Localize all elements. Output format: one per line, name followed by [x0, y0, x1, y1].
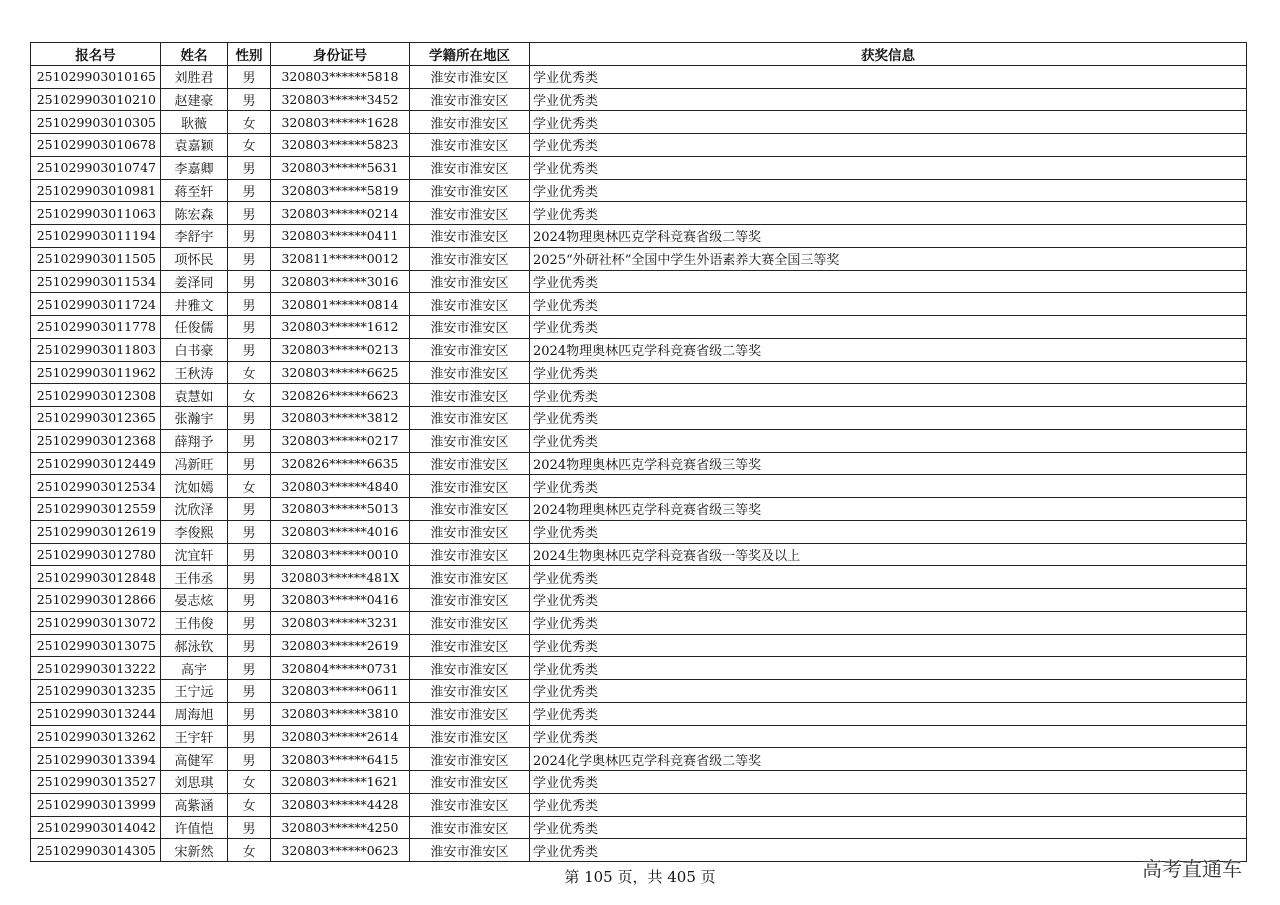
award-cell: 学业优秀类 [530, 293, 1247, 316]
registration-no-cell: 251029903012534 [31, 475, 161, 498]
name-cell: 任俊儒 [161, 316, 228, 339]
registration-no-cell: 251029903012619 [31, 520, 161, 543]
name-cell: 赵建豪 [161, 88, 228, 111]
gender-cell: 男 [228, 520, 271, 543]
table-row [31, 88, 1247, 111]
table-row [31, 247, 1247, 270]
region-cell: 淮安市淮安区 [410, 270, 530, 293]
id-number-cell: 320811******0012 [271, 247, 410, 270]
table-row [31, 384, 1247, 407]
award-cell: 学业优秀类 [530, 134, 1247, 157]
table-row [31, 156, 1247, 179]
table-row [31, 748, 1247, 771]
region-cell: 淮安市淮安区 [410, 361, 530, 384]
id-number-cell: 320803******481X [271, 566, 410, 589]
registration-no-cell: 251029903010210 [31, 88, 161, 111]
region-cell: 淮安市淮安区 [410, 589, 530, 612]
award-cell: 学业优秀类 [530, 270, 1247, 293]
id-number-cell: 320803******0611 [271, 680, 410, 703]
watermark: 高考直通车 [1142, 857, 1242, 881]
award-cell: 学业优秀类 [530, 475, 1247, 498]
id-number-cell: 320804******0731 [271, 657, 410, 680]
id-number-cell: 320803******5823 [271, 134, 410, 157]
name-cell: 刘思琪 [161, 771, 228, 794]
id-number-cell: 320803******3231 [271, 611, 410, 634]
results-table-container [30, 42, 1247, 862]
gender-cell: 男 [228, 293, 271, 316]
region-cell: 淮安市淮安区 [410, 566, 530, 589]
table-row [31, 566, 1247, 589]
award-cell: 学业优秀类 [530, 657, 1247, 680]
id-number-cell: 320803******6625 [271, 361, 410, 384]
award-cell: 学业优秀类 [530, 680, 1247, 703]
gender-cell: 男 [228, 498, 271, 521]
registration-no-cell: 251029903011534 [31, 270, 161, 293]
registration-no-cell: 251029903010981 [31, 179, 161, 202]
registration-no-cell: 251029903014305 [31, 839, 161, 862]
header-region: 学籍所在地区 [410, 43, 530, 66]
name-cell: 李俊熙 [161, 520, 228, 543]
header-id-number: 身份证号 [271, 43, 410, 66]
id-number-cell: 320803******0416 [271, 589, 410, 612]
region-cell: 淮安市淮安区 [410, 247, 530, 270]
registration-no-cell: 251029903013527 [31, 771, 161, 794]
region-cell: 淮安市淮安区 [410, 88, 530, 111]
name-cell: 王宇轩 [161, 725, 228, 748]
award-cell: 学业优秀类 [530, 839, 1247, 862]
name-cell: 沈欣泽 [161, 498, 228, 521]
registration-no-cell: 251029903010747 [31, 156, 161, 179]
award-cell: 学业优秀类 [530, 202, 1247, 225]
award-cell: 2024物理奥林匹克学科竞赛省级二等奖 [530, 225, 1247, 248]
id-number-cell: 320826******6623 [271, 384, 410, 407]
id-number-cell: 320803******0623 [271, 839, 410, 862]
id-number-cell: 320803******4428 [271, 793, 410, 816]
id-number-cell: 320803******0214 [271, 202, 410, 225]
award-cell: 学业优秀类 [530, 566, 1247, 589]
table-row [31, 498, 1247, 521]
award-cell: 学业优秀类 [530, 316, 1247, 339]
award-cell: 学业优秀类 [530, 725, 1247, 748]
award-cell: 学业优秀类 [530, 65, 1247, 88]
region-cell: 淮安市淮安区 [410, 771, 530, 794]
gender-cell: 男 [228, 589, 271, 612]
table-row [31, 134, 1247, 157]
table-row [31, 589, 1247, 612]
name-cell: 王伟丞 [161, 566, 228, 589]
award-cell: 学业优秀类 [530, 793, 1247, 816]
region-cell: 淮安市淮安区 [410, 316, 530, 339]
award-cell: 2025“外研社杯”全国中学生外语素养大赛全国三等奖 [530, 247, 1247, 270]
name-cell: 井雅文 [161, 293, 228, 316]
registration-no-cell: 251029903013075 [31, 634, 161, 657]
gender-cell: 女 [228, 771, 271, 794]
table-row [31, 543, 1247, 566]
award-cell: 学业优秀类 [530, 429, 1247, 452]
name-cell: 李嘉卿 [161, 156, 228, 179]
table-row [31, 657, 1247, 680]
region-cell: 淮安市淮安区 [410, 725, 530, 748]
gender-cell: 男 [228, 680, 271, 703]
registration-no-cell: 251029903013072 [31, 611, 161, 634]
registration-no-cell: 251029903012365 [31, 407, 161, 430]
award-cell: 2024物理奥林匹克学科竞赛省级三等奖 [530, 498, 1247, 521]
registration-no-cell: 251029903010678 [31, 134, 161, 157]
name-cell: 耿薇 [161, 111, 228, 134]
gender-cell: 女 [228, 475, 271, 498]
gender-cell: 男 [228, 338, 271, 361]
gender-cell: 男 [228, 429, 271, 452]
name-cell: 高紫涵 [161, 793, 228, 816]
gender-cell: 男 [228, 247, 271, 270]
region-cell: 淮安市淮安区 [410, 293, 530, 316]
name-cell: 姜泽同 [161, 270, 228, 293]
region-cell: 淮安市淮安区 [410, 65, 530, 88]
name-cell: 高宇 [161, 657, 228, 680]
award-cell: 学业优秀类 [530, 634, 1247, 657]
region-cell: 淮安市淮安区 [410, 429, 530, 452]
registration-no-cell: 251029903012866 [31, 589, 161, 612]
table-row [31, 270, 1247, 293]
award-cell: 学业优秀类 [530, 611, 1247, 634]
name-cell: 王秋涛 [161, 361, 228, 384]
registration-no-cell: 251029903013244 [31, 702, 161, 725]
registration-no-cell: 251029903013222 [31, 657, 161, 680]
registration-no-cell: 251029903011724 [31, 293, 161, 316]
table-body [31, 65, 1247, 861]
registration-no-cell: 251029903014042 [31, 816, 161, 839]
name-cell: 冯新旺 [161, 452, 228, 475]
award-cell: 2024物理奥林匹克学科竞赛省级二等奖 [530, 338, 1247, 361]
name-cell: 袁慧如 [161, 384, 228, 407]
id-number-cell: 320803******5819 [271, 179, 410, 202]
id-number-cell: 320801******0814 [271, 293, 410, 316]
region-cell: 淮安市淮安区 [410, 816, 530, 839]
gender-cell: 男 [228, 702, 271, 725]
award-cell: 2024生物奥林匹克学科竞赛省级一等奖及以上 [530, 543, 1247, 566]
name-cell: 蒋至轩 [161, 179, 228, 202]
region-cell: 淮安市淮安区 [410, 111, 530, 134]
table-row [31, 839, 1247, 862]
table-row [31, 293, 1247, 316]
award-cell: 学业优秀类 [530, 520, 1247, 543]
gender-cell: 男 [228, 543, 271, 566]
name-cell: 李舒宇 [161, 225, 228, 248]
name-cell: 白书豪 [161, 338, 228, 361]
table-row [31, 429, 1247, 452]
gender-cell: 女 [228, 134, 271, 157]
gender-cell: 男 [228, 816, 271, 839]
table-row [31, 793, 1247, 816]
results-table [30, 42, 1247, 862]
award-cell: 学业优秀类 [530, 816, 1247, 839]
registration-no-cell: 251029903012559 [31, 498, 161, 521]
region-cell: 淮安市淮安区 [410, 702, 530, 725]
header-gender: 性别 [228, 43, 271, 66]
name-cell: 沈宜轩 [161, 543, 228, 566]
registration-no-cell: 251029903011962 [31, 361, 161, 384]
region-cell: 淮安市淮安区 [410, 520, 530, 543]
id-number-cell: 320803******5818 [271, 65, 410, 88]
gender-cell: 女 [228, 384, 271, 407]
gender-cell: 女 [228, 361, 271, 384]
header-name: 姓名 [161, 43, 228, 66]
table-row [31, 702, 1247, 725]
region-cell: 淮安市淮安区 [410, 225, 530, 248]
gender-cell: 男 [228, 452, 271, 475]
region-cell: 淮安市淮安区 [410, 407, 530, 430]
gender-cell: 男 [228, 156, 271, 179]
registration-no-cell: 251029903013394 [31, 748, 161, 771]
registration-no-cell: 251029903013262 [31, 725, 161, 748]
id-number-cell: 320803******0217 [271, 429, 410, 452]
table-row [31, 361, 1247, 384]
gender-cell: 女 [228, 111, 271, 134]
id-number-cell: 320803******6415 [271, 748, 410, 771]
name-cell: 薛翔予 [161, 429, 228, 452]
award-cell: 学业优秀类 [530, 407, 1247, 430]
name-cell: 刘胜君 [161, 65, 228, 88]
award-cell: 学业优秀类 [530, 111, 1247, 134]
table-row [31, 634, 1247, 657]
region-cell: 淮安市淮安区 [410, 748, 530, 771]
table-row [31, 338, 1247, 361]
id-number-cell: 320803******4016 [271, 520, 410, 543]
id-number-cell: 320803******5631 [271, 156, 410, 179]
gender-cell: 男 [228, 657, 271, 680]
gender-cell: 男 [228, 65, 271, 88]
registration-no-cell: 251029903012308 [31, 384, 161, 407]
table-row [31, 475, 1247, 498]
gender-cell: 男 [228, 725, 271, 748]
gender-cell: 男 [228, 748, 271, 771]
id-number-cell: 320803******1612 [271, 316, 410, 339]
table-row [31, 111, 1247, 134]
award-cell: 学业优秀类 [530, 702, 1247, 725]
region-cell: 淮安市淮安区 [410, 179, 530, 202]
name-cell: 宋新然 [161, 839, 228, 862]
region-cell: 淮安市淮安区 [410, 543, 530, 566]
id-number-cell: 320803******1621 [271, 771, 410, 794]
name-cell: 项怀民 [161, 247, 228, 270]
registration-no-cell: 251029903011803 [31, 338, 161, 361]
gender-cell: 女 [228, 839, 271, 862]
name-cell: 许值恺 [161, 816, 228, 839]
region-cell: 淮安市淮安区 [410, 384, 530, 407]
registration-no-cell: 251029903011063 [31, 202, 161, 225]
region-cell: 淮安市淮安区 [410, 475, 530, 498]
registration-no-cell: 251029903010305 [31, 111, 161, 134]
registration-no-cell: 251029903010165 [31, 65, 161, 88]
name-cell: 周海旭 [161, 702, 228, 725]
id-number-cell: 320826******6635 [271, 452, 410, 475]
registration-no-cell: 251029903012368 [31, 429, 161, 452]
registration-no-cell: 251029903011778 [31, 316, 161, 339]
region-cell: 淮安市淮安区 [410, 338, 530, 361]
id-number-cell: 320803******4250 [271, 816, 410, 839]
table-row [31, 179, 1247, 202]
registration-no-cell: 251029903012780 [31, 543, 161, 566]
table-row [31, 65, 1247, 88]
table-row [31, 202, 1247, 225]
header-award: 获奖信息 [530, 43, 1247, 66]
id-number-cell: 320803******2619 [271, 634, 410, 657]
table-row [31, 452, 1247, 475]
region-cell: 淮安市淮安区 [410, 611, 530, 634]
award-cell: 学业优秀类 [530, 771, 1247, 794]
gender-cell: 男 [228, 179, 271, 202]
table-row [31, 225, 1247, 248]
region-cell: 淮安市淮安区 [410, 793, 530, 816]
gender-cell: 男 [228, 225, 271, 248]
id-number-cell: 320803******5013 [271, 498, 410, 521]
page-number: 第 105 页，共 405 页 [564, 868, 716, 886]
award-cell: 学业优秀类 [530, 88, 1247, 111]
registration-no-cell: 251029903011194 [31, 225, 161, 248]
region-cell: 淮安市淮安区 [410, 156, 530, 179]
id-number-cell: 320803******3452 [271, 88, 410, 111]
gender-cell: 男 [228, 611, 271, 634]
id-number-cell: 320803******0010 [271, 543, 410, 566]
name-cell: 王宁远 [161, 680, 228, 703]
registration-no-cell: 251029903012449 [31, 452, 161, 475]
name-cell: 郝泳钦 [161, 634, 228, 657]
gender-cell: 男 [228, 634, 271, 657]
gender-cell: 男 [228, 316, 271, 339]
region-cell: 淮安市淮安区 [410, 134, 530, 157]
id-number-cell: 320803******0213 [271, 338, 410, 361]
award-cell: 学业优秀类 [530, 361, 1247, 384]
registration-no-cell: 251029903013235 [31, 680, 161, 703]
award-cell: 学业优秀类 [530, 179, 1247, 202]
name-cell: 张瀚宇 [161, 407, 228, 430]
region-cell: 淮安市淮安区 [410, 202, 530, 225]
region-cell: 淮安市淮安区 [410, 839, 530, 862]
region-cell: 淮安市淮安区 [410, 634, 530, 657]
id-number-cell: 320803******3016 [271, 270, 410, 293]
region-cell: 淮安市淮安区 [410, 452, 530, 475]
registration-no-cell: 251029903012848 [31, 566, 161, 589]
header-registration-no: 报名号 [31, 43, 161, 66]
gender-cell: 男 [228, 407, 271, 430]
table-row [31, 316, 1247, 339]
name-cell: 晏志炫 [161, 589, 228, 612]
award-cell: 2024物理奥林匹克学科竞赛省级三等奖 [530, 452, 1247, 475]
table-row [31, 771, 1247, 794]
id-number-cell: 320803******3810 [271, 702, 410, 725]
table-row [31, 520, 1247, 543]
name-cell: 袁嘉颖 [161, 134, 228, 157]
table-row [31, 816, 1247, 839]
name-cell: 王伟俊 [161, 611, 228, 634]
table-row [31, 407, 1247, 430]
award-cell: 学业优秀类 [530, 384, 1247, 407]
gender-cell: 男 [228, 202, 271, 225]
id-number-cell: 320803******0411 [271, 225, 410, 248]
table-row [31, 725, 1247, 748]
gender-cell: 男 [228, 88, 271, 111]
award-cell: 2024化学奥林匹克学科竞赛省级二等奖 [530, 748, 1247, 771]
name-cell: 陈宏森 [161, 202, 228, 225]
name-cell: 沈如嫣 [161, 475, 228, 498]
id-number-cell: 320803******4840 [271, 475, 410, 498]
registration-no-cell: 251029903013999 [31, 793, 161, 816]
region-cell: 淮安市淮安区 [410, 657, 530, 680]
award-cell: 学业优秀类 [530, 156, 1247, 179]
award-cell: 学业优秀类 [530, 589, 1247, 612]
id-number-cell: 320803******3812 [271, 407, 410, 430]
gender-cell: 男 [228, 270, 271, 293]
table-header-row [31, 43, 1247, 66]
gender-cell: 女 [228, 793, 271, 816]
table-row [31, 611, 1247, 634]
id-number-cell: 320803******2614 [271, 725, 410, 748]
region-cell: 淮安市淮安区 [410, 498, 530, 521]
region-cell: 淮安市淮安区 [410, 680, 530, 703]
id-number-cell: 320803******1628 [271, 111, 410, 134]
table-row [31, 680, 1247, 703]
gender-cell: 男 [228, 566, 271, 589]
name-cell: 高健军 [161, 748, 228, 771]
registration-no-cell: 251029903011505 [31, 247, 161, 270]
